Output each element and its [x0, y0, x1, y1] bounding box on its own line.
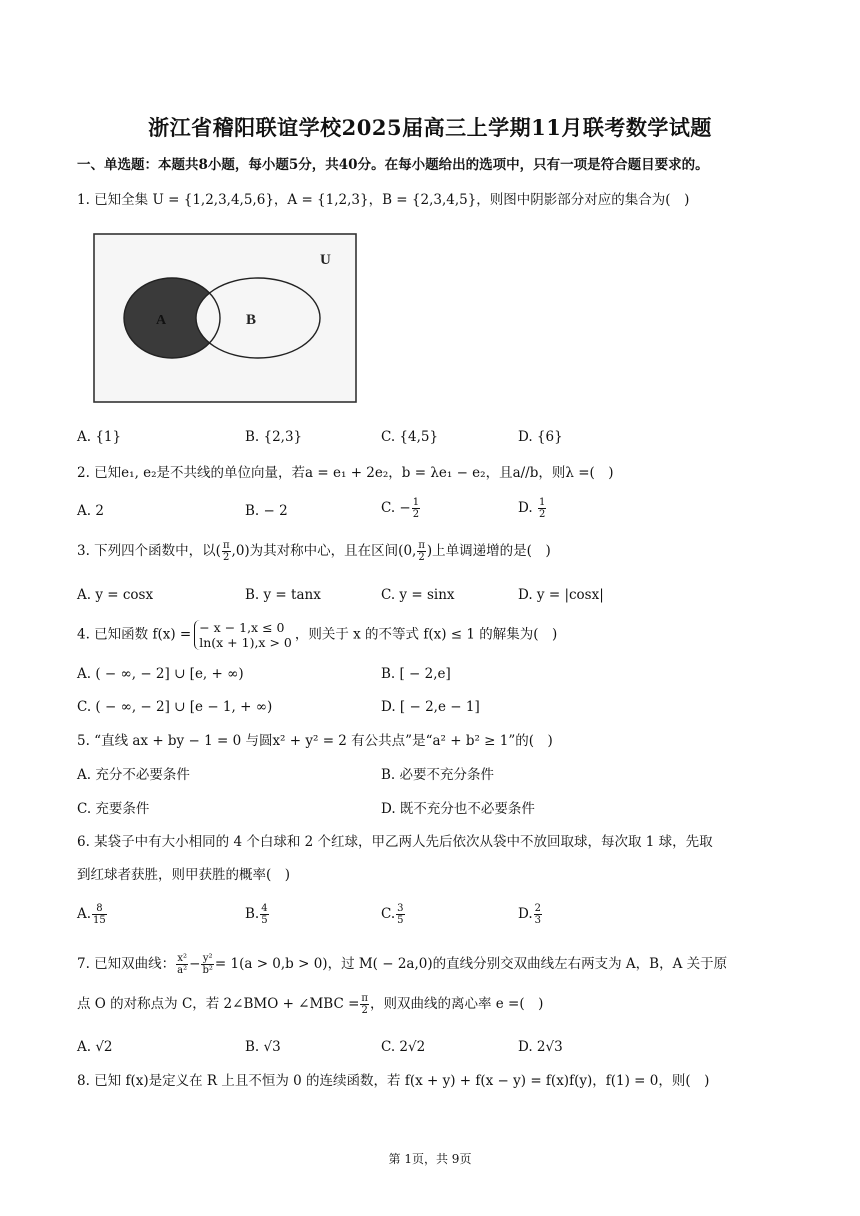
venn-diagram	[92, 232, 358, 404]
q3-option-a[interactable]: A. y = cosx	[77, 587, 154, 603]
q2-option-c-fraction: $\frac{1}{2}$	[412, 497, 420, 520]
q4-option-b[interactable]: B. [ − 2,e]	[381, 666, 451, 682]
q6-option-d[interactable]: D. $\frac{2}{3}$	[518, 903, 542, 926]
q6-stem-line-1: 6. 某袋子中有大小相同的 4 个白球和 2 个红球，甲乙两人先后依次从袋中不放回取球，每次取 1 球，先取	[77, 834, 713, 850]
q6-option-a[interactable]: A. $\frac{8}{15}$	[77, 903, 106, 926]
q7-stem-line-2: 点 O 的对称点为 C，若 2∠BMO + ∠MBC = $\frac{\pi}{2}$ ，则双曲线的离心率 e =( )	[77, 993, 544, 1016]
section-heading: 一、单选题：本题共8小题，每小题5分，共40分。在每小题给出的选项中，只有一项是符合题目要求的。	[77, 157, 709, 173]
page-footer: 第 1页，共 9页	[388, 1152, 472, 1166]
q5-option-b[interactable]: B. 必要不充分条件	[381, 767, 495, 783]
q1-option-d[interactable]: D. {6}	[518, 429, 563, 445]
q3-frac-2: $\frac{\pi}{2}$	[418, 540, 425, 563]
q2-option-d-label: D.	[518, 500, 537, 516]
q7-option-c[interactable]: C. 2√2	[381, 1039, 426, 1055]
q2-stem: 2. 已知e₁, e₂是不共线的单位向量，若a = e₁ + 2e₂，b = λe₁ − e₂，且a//b，则λ =( )	[77, 465, 614, 481]
q1-option-b[interactable]: B. {2,3}	[245, 429, 303, 445]
q2-option-a[interactable]: A. 2	[77, 503, 104, 519]
q7-option-b[interactable]: B. √3	[245, 1039, 281, 1055]
q2-option-d[interactable]	[518, 497, 547, 520]
q4-option-c[interactable]: C. ( − ∞, − 2] ∪ [e − 1, + ∞)	[77, 699, 273, 715]
q1-stem: 1. 已知全集 U = {1,2,3,4,5,6}，A = {1,2,3}，B = {2,3,4,5}，则图中阴影部分对应的集合为( )	[77, 192, 690, 208]
q5-option-a[interactable]: A. 充分不必要条件	[77, 767, 190, 783]
q1-option-a[interactable]: A. {1}	[77, 429, 122, 445]
q4-option-d[interactable]: D. [ − 2,e − 1]	[381, 699, 480, 715]
label-a: A	[156, 313, 167, 328]
q7-option-d[interactable]: D. 2√3	[518, 1039, 563, 1055]
q2-option-d-fraction: $\frac{1}{2}$	[538, 497, 546, 520]
q3-stem: 3. 下列四个函数中，以( $\frac{\pi}{2}$ ,0)为其对称中心，且在区间(0, $\frac{\pi}{2}$ )上单调递增的是( )	[77, 540, 551, 563]
label-b: B	[246, 312, 257, 328]
q8-stem: 8. 已知 f(x)是定义在 R 上且不恒为 0 的连续函数，若 f(x + y) + f(x − y) = f(x)f(y)，f(1) = 0，则( )	[77, 1073, 710, 1089]
q4-piecewise: − x − 1,x ≤ 0 ln(x + 1),x > 0	[194, 620, 292, 650]
label-u: U	[320, 252, 331, 268]
q3-option-c[interactable]: C. y = sinx	[381, 587, 455, 603]
q3-frac-1: $\frac{\pi}{2}$	[222, 540, 230, 563]
q5-stem: 5. “直线 ax + by − 1 = 0 与圆x² + y² = 2 有公共点”是“a² + b² ≥ 1”的( )	[77, 733, 553, 749]
q3-option-b[interactable]: B. y = tanx	[245, 587, 321, 603]
page-title: 浙江省稽阳联谊学校2025届高三上学期11月联考数学试题	[148, 115, 712, 140]
q5-option-d[interactable]: D. 既不充分也不必要条件	[381, 801, 535, 817]
q5-option-c[interactable]: C. 充要条件	[77, 801, 150, 817]
q2-option-c-label: C. −	[381, 500, 411, 516]
q7-option-a[interactable]: A. √2	[77, 1039, 113, 1055]
q6-option-c[interactable]: C. $\frac{3}{5}$	[381, 903, 404, 926]
q6-stem-line-2: 到红球者获胜，则甲获胜的概率( )	[77, 867, 291, 883]
q2-option-c[interactable]	[381, 497, 421, 520]
q4-option-a[interactable]: A. ( − ∞, − 2] ∪ [e, + ∞)	[77, 666, 244, 682]
q3-option-d[interactable]: D. y = |cosx|	[518, 587, 604, 603]
q7-stem-line-1: 7. 已知双曲线： $\frac{\text{x²}}{\text{a²}}$ − $\frac{\text{y²}}{\text{b²}}$ = 1(a > 0,b > 0)，过 M( − 2a,0)的直线分别交双曲线左右两支为 A，B，A 关于原	[77, 953, 728, 976]
q6-option-b[interactable]: B. $\frac{4}{5}$	[245, 903, 268, 926]
q1-option-c[interactable]: C. {4,5}	[381, 429, 439, 445]
q4-stem: 4. 已知函数 f(x) = − x − 1,x ≤ 0 ln(x + 1),x > 0 ，则关于 x 的不等式 f(x) ≤ 1 的解集为( )	[77, 620, 558, 650]
q2-option-b[interactable]: B. − 2	[245, 503, 288, 519]
